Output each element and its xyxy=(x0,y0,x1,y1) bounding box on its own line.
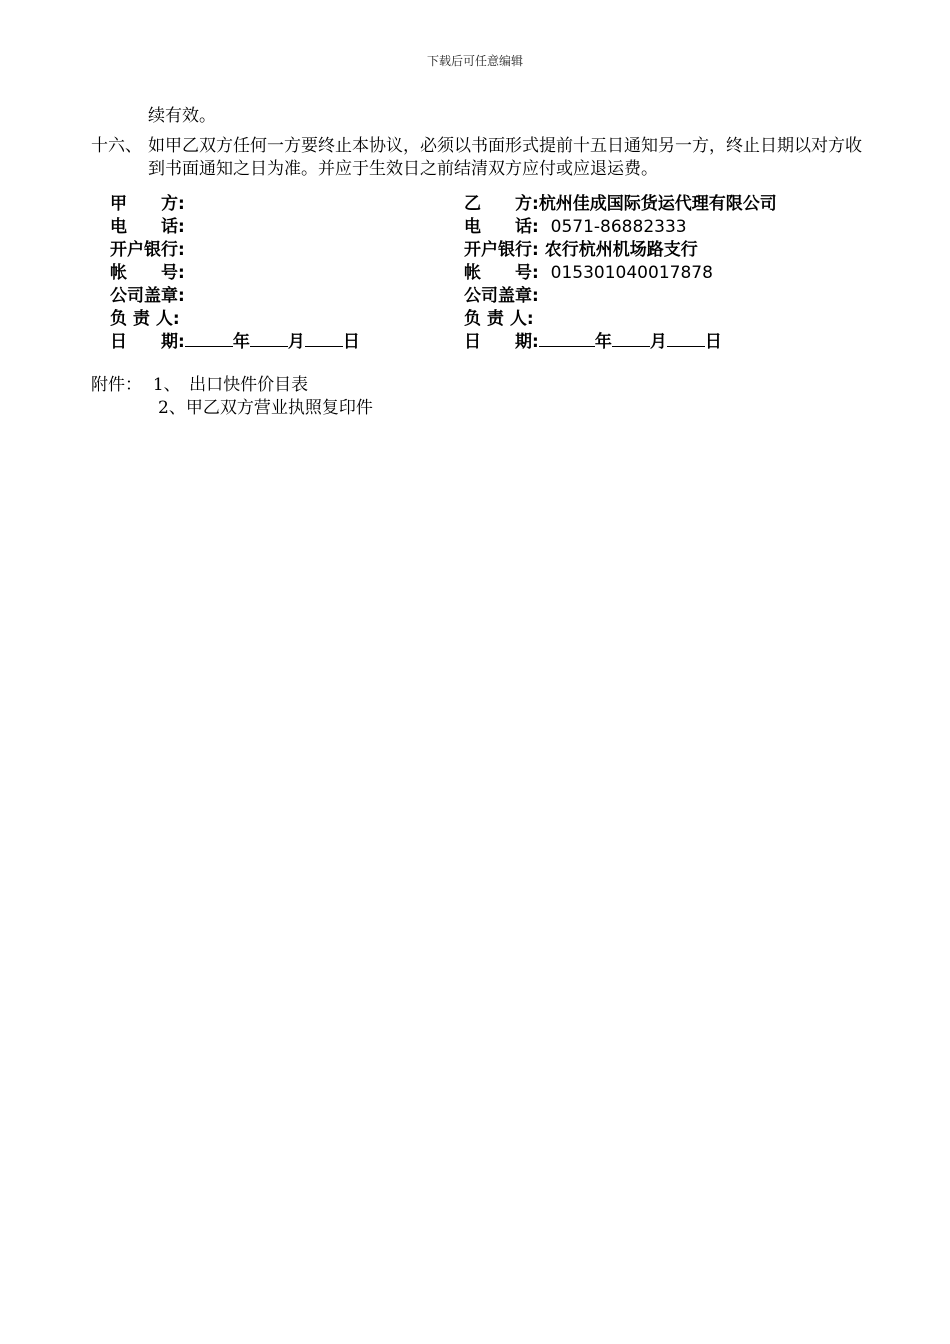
party-b-year-blank xyxy=(539,332,595,347)
signature-row-phone xyxy=(110,216,870,239)
signature-row-person xyxy=(110,308,870,331)
party-b-account-label: 帐 号: xyxy=(464,263,539,283)
signature-row-seal xyxy=(110,285,870,308)
clause-16-text: 如甲乙双方任何一方要终止本协议，必须以书面形式提前十五日通知另一方，终止日期以对方收到书面通知之日为准。并应于生效日之前结清双方应付或应退运费。 xyxy=(148,136,862,179)
party-b-month: 月 xyxy=(649,332,667,352)
clause-16-number: 十六、 xyxy=(91,136,142,156)
party-b-phone-label: 电 话: xyxy=(464,217,539,237)
page-header: 下载后可任意编辑 xyxy=(426,54,523,68)
annex-label: 附件： xyxy=(91,375,142,395)
signature-row-party xyxy=(110,193,870,216)
party-b-person-label: 负 责 人: xyxy=(464,309,534,329)
annex-row-1 xyxy=(91,374,373,397)
clause-16 xyxy=(91,135,866,181)
party-a-label: 甲 方: xyxy=(110,194,185,214)
party-a-phone-label: 电 话: xyxy=(110,217,185,237)
party-b-year: 年 xyxy=(594,332,612,352)
party-a-month-blank xyxy=(250,332,288,347)
party-b-label: 乙 方: xyxy=(464,194,539,214)
party-b-month-blank xyxy=(612,332,650,347)
party-b-day-blank xyxy=(667,332,705,347)
signature-row-date xyxy=(110,331,870,354)
party-a-date-label: 日 期: xyxy=(110,332,185,352)
party-a-day-blank xyxy=(305,332,343,347)
party-a-year: 年 xyxy=(232,332,250,352)
party-a-bank-label: 开户银行: xyxy=(110,240,185,260)
party-b-bank-label: 开户银行: xyxy=(464,240,539,260)
party-b-bank: 农行杭州机场路支行 xyxy=(544,240,698,260)
annex-section xyxy=(91,374,373,420)
party-b-day: 日 xyxy=(704,332,722,352)
signature-row-bank xyxy=(110,239,870,262)
party-b-name: 杭州佳成国际货运代理有限公司 xyxy=(538,194,777,214)
party-a-year-blank xyxy=(185,332,233,347)
party-b-seal-label: 公司盖章: xyxy=(464,286,539,306)
party-a-day: 日 xyxy=(342,332,360,352)
party-b-phone: 0571-86882333 xyxy=(550,217,687,237)
signature-block xyxy=(110,193,870,354)
party-a-month: 月 xyxy=(287,332,305,352)
party-b-date-label: 日 期: xyxy=(464,332,539,352)
annex-item-2: 2、甲乙双方营业执照复印件 xyxy=(158,398,373,418)
annex-item-1: 1、 出口快件价目表 xyxy=(152,375,309,395)
continued-paragraph: 续有效。 xyxy=(148,106,216,126)
signature-row-account xyxy=(110,262,870,285)
annex-row-2 xyxy=(91,397,373,420)
party-b-account: 015301040017878 xyxy=(550,263,713,283)
party-a-person-label: 负 责 人: xyxy=(110,309,180,329)
party-a-seal-label: 公司盖章: xyxy=(110,286,185,306)
party-a-account-label: 帐 号: xyxy=(110,263,185,283)
